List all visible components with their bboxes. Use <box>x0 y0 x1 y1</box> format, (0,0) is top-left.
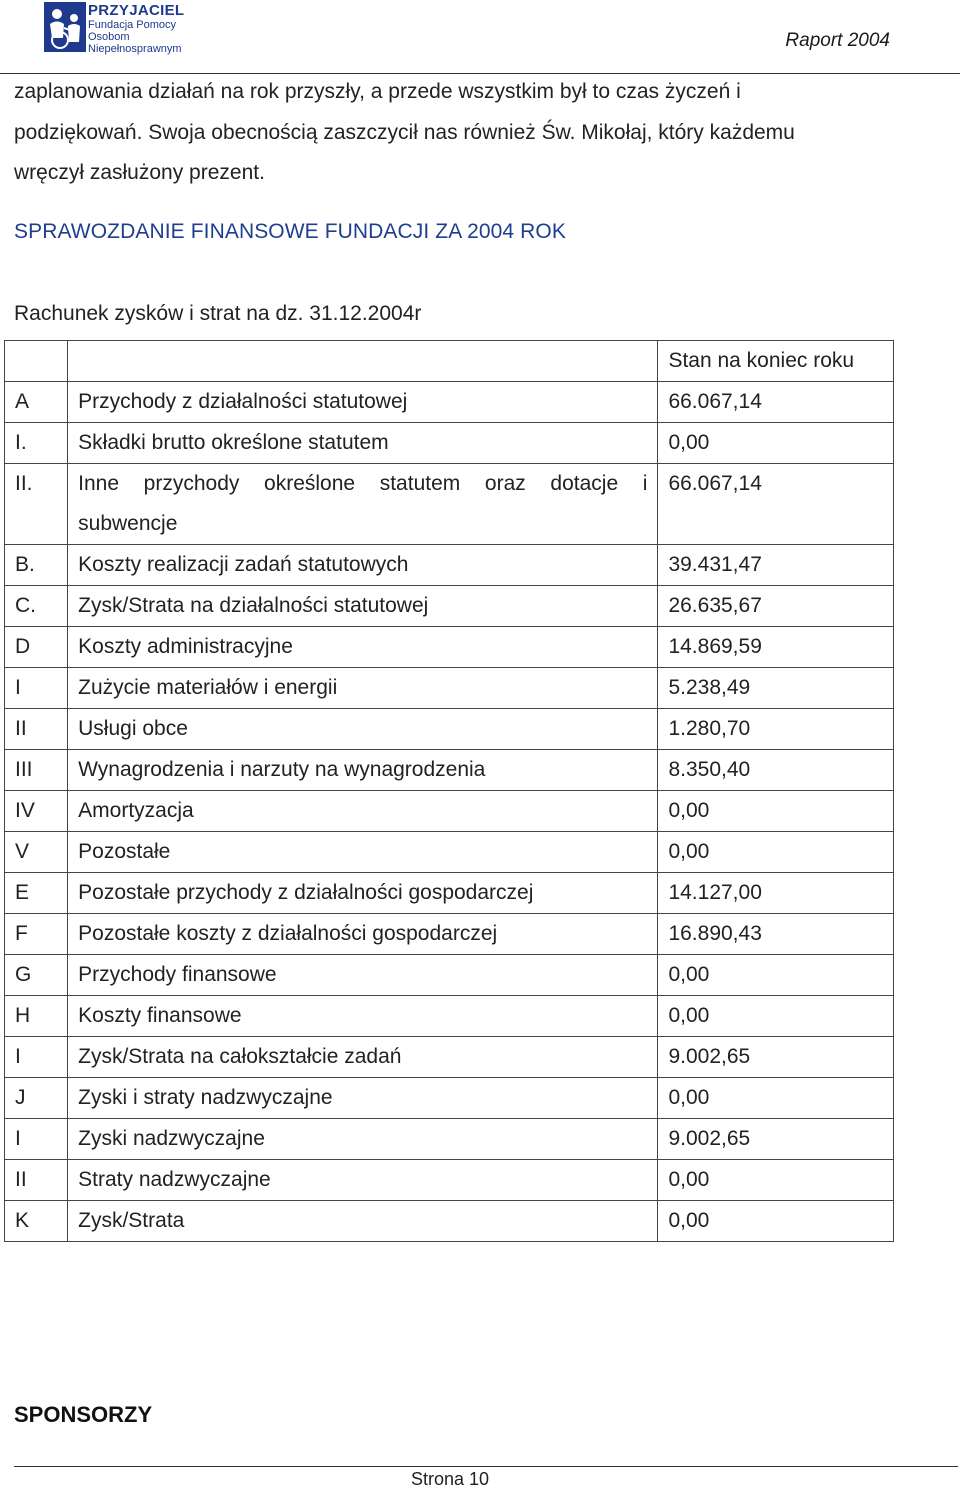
row-label: Zysk/Strata <box>68 1201 658 1242</box>
row-value: 0,00 <box>658 832 894 873</box>
row-label: Koszty realizacji zadań statutowych <box>68 545 658 586</box>
logo-line: Fundacja Pomocy <box>88 19 177 31</box>
row-label: Składki brutto określone statutem <box>68 423 658 464</box>
row-value: 0,00 <box>658 996 894 1037</box>
page-number: Strona 10 <box>411 1469 490 1489</box>
row-code: II <box>5 709 68 750</box>
row-code: I <box>5 668 68 709</box>
row-value: 14.869,59 <box>658 627 894 668</box>
table-row <box>5 873 894 914</box>
table-row <box>5 382 894 423</box>
row-value: 0,00 <box>658 1160 894 1201</box>
table-header-value: Stan na koniec roku <box>658 341 894 382</box>
row-code: E <box>5 873 68 914</box>
row-code: J <box>5 1078 68 1119</box>
row-value: 39.431,47 <box>658 545 894 586</box>
row-label: Usługi obce <box>68 709 658 750</box>
table-row <box>5 832 894 873</box>
row-value: 66.067,14 <box>658 382 894 423</box>
table-row <box>5 586 894 627</box>
row-value: 0,00 <box>658 955 894 996</box>
row-value: 9.002,65 <box>658 1119 894 1160</box>
row-label-line: Inne przychody określone statutem oraz dotacje i <box>78 472 648 495</box>
table-row <box>5 423 894 464</box>
row-value: 0,00 <box>658 423 894 464</box>
logo-line: Niepełnosprawnym <box>88 43 182 55</box>
row-label: Pozostałe koszty z działalności gospodarczej <box>68 914 658 955</box>
row-code: A <box>5 382 68 423</box>
foundation-logo-icon <box>44 2 86 52</box>
row-label: Koszty administracyjne <box>68 627 658 668</box>
row-label <box>68 464 658 545</box>
report-title: Raport 2004 <box>785 30 890 51</box>
table-row <box>5 668 894 709</box>
row-label: Przychody z działalności statutowej <box>68 382 658 423</box>
row-code: B. <box>5 545 68 586</box>
row-code: I. <box>5 423 68 464</box>
row-code: IV <box>5 791 68 832</box>
row-value: 1.280,70 <box>658 709 894 750</box>
table-row <box>5 545 894 586</box>
income-statement-table <box>4 340 894 1242</box>
row-label: Amortyzacja <box>68 791 658 832</box>
row-value: 66.067,14 <box>658 464 894 545</box>
row-label: Zyski i straty nadzwyczajne <box>68 1078 658 1119</box>
table-row <box>5 1201 894 1242</box>
row-label: Pozostałe <box>68 832 658 873</box>
section-heading: SPRAWOZDANIE FINANSOWE FUNDACJI ZA 2004 ROK <box>14 220 566 243</box>
row-code: C. <box>5 586 68 627</box>
row-value: 16.890,43 <box>658 914 894 955</box>
row-label: Zysk/Strata na działalności statutowej <box>68 586 658 627</box>
table-row <box>5 1119 894 1160</box>
table-row <box>5 1037 894 1078</box>
table-row <box>5 1160 894 1201</box>
table-row <box>5 709 894 750</box>
row-code: G <box>5 955 68 996</box>
row-value: 8.350,40 <box>658 750 894 791</box>
table-row <box>5 791 894 832</box>
table-row <box>5 750 894 791</box>
row-value: 9.002,65 <box>658 1037 894 1078</box>
table-row <box>5 955 894 996</box>
sponsors-heading: SPONSORZY <box>14 1402 153 1427</box>
table-row <box>5 464 894 545</box>
row-code: F <box>5 914 68 955</box>
row-code: K <box>5 1201 68 1242</box>
row-label: Zysk/Strata na całokształcie zadań <box>68 1037 658 1078</box>
intro-line: podziękowań. Swoja obecnością zaszczycił nas również Św. Mikołaj, który każdemu <box>14 120 795 144</box>
row-code: V <box>5 832 68 873</box>
logo-line: PRZYJACIEL <box>88 2 185 19</box>
footer-divider <box>14 1466 958 1467</box>
row-value: 5.238,49 <box>658 668 894 709</box>
table-row <box>5 1078 894 1119</box>
intro-line: zaplanowania działań na rok przyszły, a przede wszystkim był to czas życzeń i <box>14 80 741 103</box>
row-value: 0,00 <box>658 1078 894 1119</box>
row-code: D <box>5 627 68 668</box>
table-cell-code <box>5 341 68 382</box>
row-label: Pozostałe przychody z działalności gospodarczej <box>68 873 658 914</box>
row-code: II <box>5 1160 68 1201</box>
row-label-line: subwencje <box>78 512 178 535</box>
statement-subtitle: Rachunek zysków i strat na dz. 31.12.2004r <box>14 302 422 325</box>
page-header <box>0 0 960 76</box>
row-label: Straty nadzwyczajne <box>68 1160 658 1201</box>
row-code: I <box>5 1037 68 1078</box>
row-code: I <box>5 1119 68 1160</box>
logo-line: Osobom <box>88 31 130 43</box>
row-label: Przychody finansowe <box>68 955 658 996</box>
row-label: Zyski nadzwyczajne <box>68 1119 658 1160</box>
row-label: Koszty finansowe <box>68 996 658 1037</box>
row-code: H <box>5 996 68 1037</box>
row-value: 0,00 <box>658 791 894 832</box>
row-label: Wynagrodzenia i narzuty na wynagrodzenia <box>68 750 658 791</box>
logo-wordmark <box>88 3 184 55</box>
row-code: III <box>5 750 68 791</box>
intro-line: wręczył zasłużony prezent. <box>14 161 265 184</box>
foundation-logo <box>44 2 194 54</box>
table-row <box>5 627 894 668</box>
row-label: Zużycie materiałów i energii <box>68 668 658 709</box>
row-code: II. <box>5 464 68 545</box>
intro-paragraph <box>14 72 914 194</box>
table-header-row <box>5 341 894 382</box>
table-row <box>5 914 894 955</box>
row-value: 0,00 <box>658 1201 894 1242</box>
row-value: 14.127,00 <box>658 873 894 914</box>
table-cell-label <box>68 341 658 382</box>
table-row <box>5 996 894 1037</box>
row-value: 26.635,67 <box>658 586 894 627</box>
